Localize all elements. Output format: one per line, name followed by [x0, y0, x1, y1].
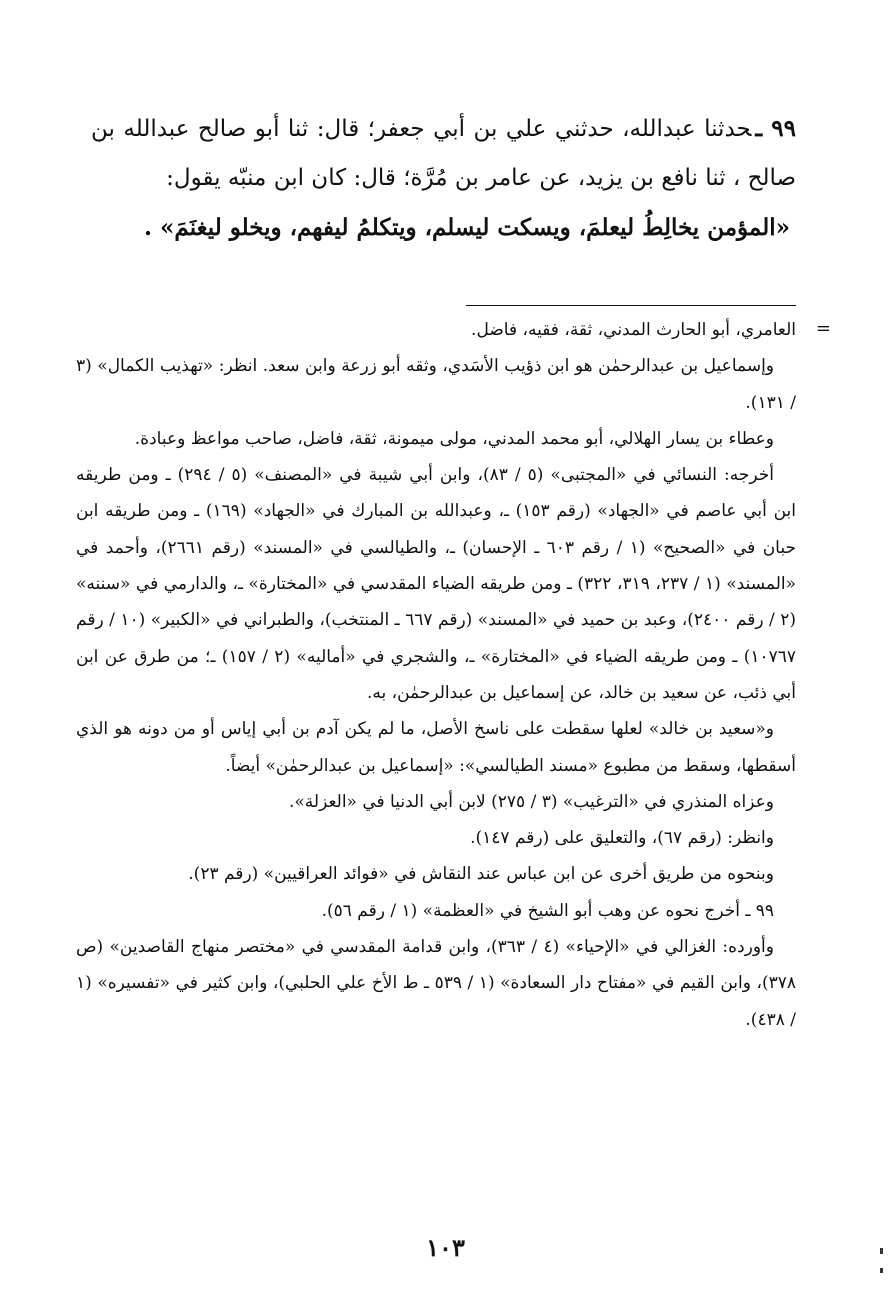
hadith-matn: «المؤمن يخالِطُ ليعلمَ، ويسكت ليسلم، ويتكلمُ ليفهم، ويخلو ليغنَمَ» .: [144, 214, 790, 241]
hadith-number: ٩٩ ـ: [755, 115, 796, 142]
footnote-paragraph: وعزاه المنذري في «الترغيب» (٣ / ٢٧٥) لابن أبي الدنيا في «العزلة».: [288, 791, 774, 812]
footnote-paragraph: العامري، أبو الحارث المدني، ثقة، فقيه، فاضل.: [471, 320, 796, 340]
footnote-paragraph: أخرجه: النسائي في «المجتبى» (٥ / ٨٣)، وابن أبي شيبة في «المصنف» (٥ / ٢٩٤) ـ ومن طريقه ابن أبي عاصم في «الجهاد» (رقم ١٥٣) ـ، وعبدالله بن المبارك في «الجهاد» (١٦٩) ـ ومن طريقه ابن حبان في «الصحيح» (١ / رقم ٦٠٣ ـ الإحسان) ـ، والطيالسي في «المسند» (رقم ٢٦٦١)، وأحمد في «المسند» (١ / ٢٣٧، ٣١٩، ٣٢٢) ـ ومن طريقه الضياء المقدسي في «المختارة» ـ، والدارمي في «سننه» (٢ / رقم ٢٤٠٠)، وعبد بن حميد في «المسند» (رقم ٦٦٧ ـ المنتخب)، والطبراني في «الكبير» (١٠ / رقم ١٠٧٦٧) ـ ومن طريقه الضياء في «المختارة» ـ، والشجري في «أماليه» (٢ / ١٥٧) ـ؛ من طرق عن ابن أبي ذئب، عن سعيد بن خالد، عن إسماعيل بن عبدالرحمٰن، به.: [76, 465, 797, 703]
scan-edge-mark: [880, 1268, 883, 1273]
footnote-paragraph: وبنحوه من طريق أخرى عن ابن عباس عند النقاش في «فوائد العراقيين» (رقم ٢٣).: [188, 864, 774, 885]
footnote-paragraph: و«سعيد بن خالد» لعلها سقطت على ناسخ الأصل، ما لم يكن آدم بن أبي إياس أو من دونه هو الذي أسقطها، وسقط من مطبوع «مسند الطيالسي»: «إسماعيل بن عبدالرحمٰن» أيضاً.: [76, 719, 796, 776]
footnote-paragraph: وعطاء بن يسار الهلالي، أبو محمد المدني، مولى ميمونة، ثقة، فاضل، صاحب مواعظ وعبادة.: [134, 428, 774, 449]
footnotes: [76, 312, 796, 1038]
footnote-paragraph: وإسماعيل بن عبدالرحمٰن هو ابن ذؤيب الأسَدي، وثقه أبو زرعة وابن سعد. انظر: «تهذيب الكمال» (٣ / ١٣١).: [76, 356, 796, 413]
footnote-continuation-mark: =: [815, 318, 831, 339]
footnote-paragraph: ٩٩ ـ أخرج نحوه عن وهب أبو الشيخ في «العظمة» (١ / رقم ٥٦).: [321, 900, 774, 921]
footnote-paragraph: وأورده: الغزالي في «الإحياء» (٤ / ٣٦٣)، وابن قدامة المقدسي في «مختصر منهاج القاصدين» (ص ٣٧٨)، وابن القيم في «مفتاح دار السعادة» (١ / ٥٣٩ ـ ط الأخ علي الحلبي)، وابن كثير في «تفسيره» (١ / ٤٣٨).: [76, 937, 796, 1030]
page-number: ١٠٣: [426, 1233, 465, 1262]
isnad-text: حدثنا عبدالله، حدثني علي بن أبي جعفر؛ قال: ثنا أبو صالح عبدالله بن صالح ، ثنا نافع بن يزيد، عن عامر بن مُرَّة؛ قال: كان ابن منبّه يقول:: [91, 116, 796, 191]
main-text: [91, 104, 796, 253]
footnote-paragraph: وانظر: (رقم ٦٧)، والتعليق على (رقم ١٤٧).: [470, 828, 774, 849]
hadith-isnad: [91, 104, 796, 203]
footnote-divider: [466, 305, 796, 306]
scan-edge-mark: [880, 1248, 883, 1254]
